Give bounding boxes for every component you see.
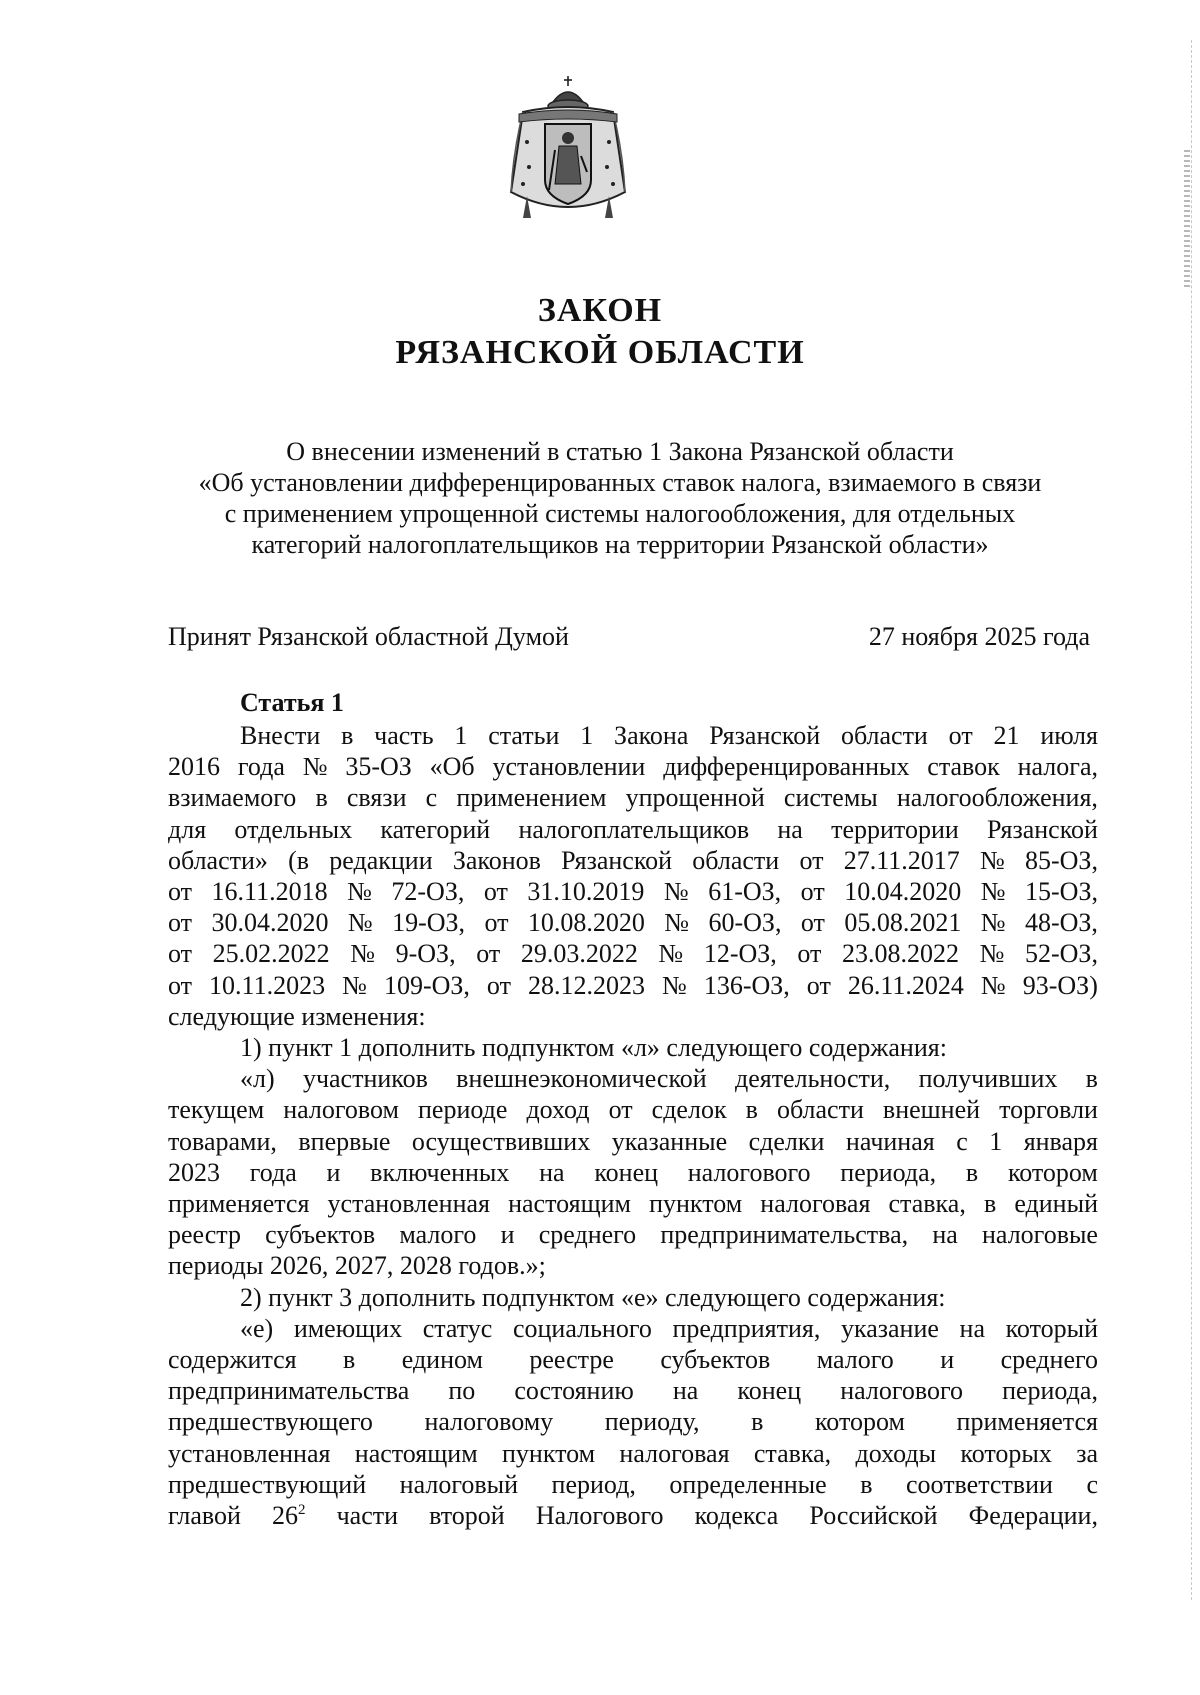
ryazan-coat-of-arms-icon: [493, 72, 643, 240]
body-line: области» (в редакции Законов Рязанской области от 27.11.2017 № 85-ОЗ,: [168, 845, 1098, 875]
article-heading: Статья 1: [240, 688, 344, 717]
body-line: «л) участников внешнеэкономической деятельности, получивших в: [240, 1064, 1098, 1094]
body-line: от 25.02.2022 № 9-ОЗ, от 29.03.2022 № 12-ОЗ, от 23.08.2022 № 52-ОЗ,: [168, 939, 1098, 969]
body-line: следующие изменения:: [168, 1001, 426, 1031]
subject-line: О внесении изменений в статью 1 Закона Рязанской области: [286, 437, 954, 466]
body-line: 1) пункт 1 дополнить подпунктом «л» следующего содержания:: [240, 1033, 947, 1063]
body-line: от 16.11.2018 № 72-ОЗ, от 31.10.2019 № 61-ОЗ, от 10.04.2020 № 15-ОЗ,: [168, 877, 1098, 907]
body-line: для отдельных категорий налогоплательщиков на территории Рязанской: [168, 814, 1098, 844]
scan-artifact: [1184, 150, 1190, 290]
body-line: периоды 2026, 2027, 2028 годов.»;: [168, 1251, 546, 1281]
body-line: 2023 года и включенных на конец налогового периода, в котором: [168, 1157, 1098, 1187]
body-line: текущем налоговом периоде доход от сделок в области внешней торговли: [168, 1095, 1098, 1125]
subject-line: с применением упрощенной системы налогообложения, для отдельных: [224, 499, 1016, 528]
body-line: установленная настоящим пунктом налоговая ставка, доходы которых за: [168, 1438, 1098, 1468]
body-line: предпринимательства по состоянию на конец налогового периода,: [168, 1376, 1098, 1406]
body-line: товарами, впервые осуществивших указанные сделки начиная с 1 января: [168, 1126, 1098, 1156]
body-line: взимаемого в связи с применением упрощенной системы налогообложения,: [168, 783, 1098, 813]
body-line: содержится в едином реестре субъектов малого и среднего: [168, 1345, 1098, 1375]
body-line: 2016 года № 35-ОЗ «Об установлении дифференцированных ставок налога,: [168, 752, 1098, 782]
law-title: ЗАКОН: [537, 292, 663, 329]
body-line: от 10.11.2023 № 109-ОЗ, от 28.12.2023 № 136-ОЗ, от 26.11.2024 № 93-ОЗ): [168, 970, 1098, 1000]
law-subject: [150, 436, 1090, 560]
body-line: Внести в часть 1 статьи 1 Закона Рязанской области от 21 июля: [240, 721, 1098, 750]
adoption-info: [168, 622, 1090, 652]
body-line: предшествующего налоговому периоду, в котором применяется: [168, 1407, 1098, 1437]
body-line: 2) пункт 3 дополнить подпунктом «е» следующего содержания:: [240, 1282, 946, 1312]
body-line: главой $26^2$ части второй Налогового кодекса Российской Федерации,: [168, 1501, 1098, 1531]
body-line: предшествующий налоговый период, определенные в соответствии с: [168, 1469, 1098, 1499]
body-line: от 30.04.2020 № 19-ОЗ, от 10.08.2020 № 60-ОЗ, от 05.08.2021 № 48-ОЗ,: [168, 908, 1098, 938]
body-line: реестр субъектов малого и среднего предпринимательства, на налоговые: [168, 1220, 1098, 1250]
adopted-date: 27 ноября 2025 года: [868, 622, 1090, 651]
subject-line: «Об установлении дифференцированных ставок налога, взимаемого в связи: [198, 468, 1042, 497]
body-line: «е) имеющих статус социального предприятия, указание на который: [240, 1313, 1098, 1343]
law-region: РЯЗАНСКОЙ ОБЛАСТИ: [395, 334, 805, 371]
body-line: применяется установленная настоящим пунктом налоговая ставка, в единый: [168, 1189, 1098, 1219]
adopted-by: Принят Рязанской областной Думой: [168, 622, 569, 651]
article-body: [168, 720, 1098, 1531]
subject-line: категорий налогоплательщиков на территории Рязанской области»: [251, 530, 989, 559]
